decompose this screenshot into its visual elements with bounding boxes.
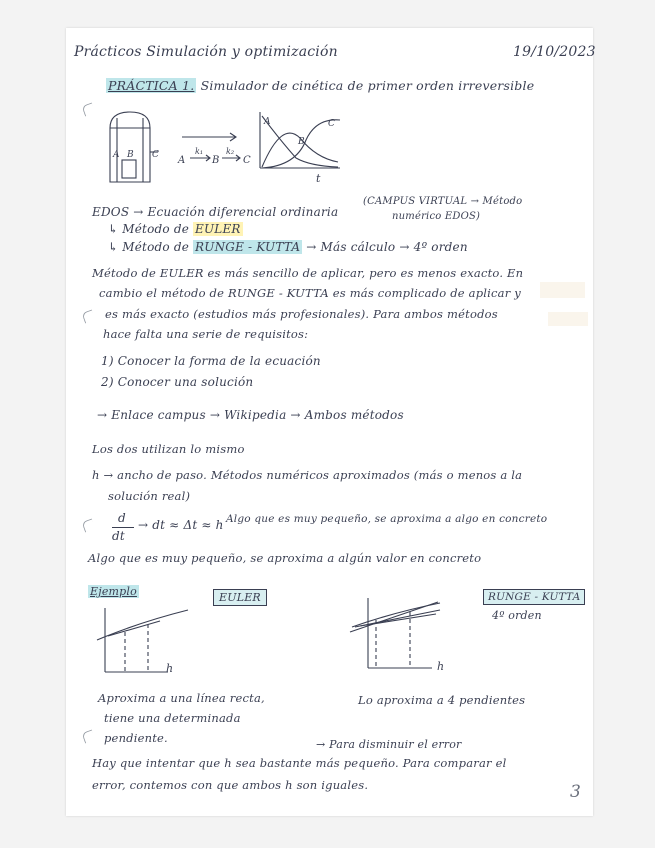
box-label-a: A — [113, 150, 120, 160]
curve-label-c: C — [328, 119, 335, 129]
rate-k2: k₂ — [226, 147, 235, 156]
method-rk-suffix: → Más cálculo → 4º orden — [306, 240, 468, 254]
method-euler-prefix: ↳ Método de — [108, 222, 190, 236]
chain-b: B — [212, 155, 220, 166]
chain-a: A — [178, 155, 186, 166]
method-rk-prefix: ↳ Método de — [108, 240, 190, 254]
para1-line-3: es más exacto (estudios más profesionales). Para ambos métodos — [105, 307, 498, 321]
formula-numerator: d — [118, 511, 126, 525]
closing-line-2: error, contemos con que ambos h son iguales. — [92, 778, 369, 792]
euler-axis-h: h — [166, 662, 174, 675]
rate-k1: k₁ — [195, 147, 204, 156]
edos-note-1: (CAMPUS VIRTUAL → Método — [363, 196, 523, 207]
method-euler-name: EULER — [195, 222, 241, 236]
page-title: Prácticos Simulación y optimización — [74, 44, 338, 60]
requisito-1: 1) Conocer la forma de la ecuación — [101, 354, 321, 368]
bleed-through-mark — [548, 312, 588, 326]
rk-box: RUNGE - KUTTA — [483, 589, 585, 605]
formula-rest: → dt ≈ Δt ≈ h — [138, 518, 224, 532]
para2-line-2: h → ancho de paso. Métodos numéricos aproximados (más o menos a la — [92, 468, 523, 482]
ejemplo-label-text: Ejemplo — [90, 585, 137, 598]
method-rk-line — [108, 240, 468, 254]
requisito-2: 2) Conocer una solución — [101, 375, 254, 389]
curve-label-a: A — [264, 117, 271, 127]
box-label-c: C — [152, 150, 159, 160]
formula-denominator: dt — [112, 529, 125, 543]
formula-fraction-bar — [112, 527, 134, 528]
curve-axis-t: t — [316, 172, 321, 185]
formula-superscript-note: Algo que es muy pequeño, se aproxima a algo en concreto — [226, 513, 548, 525]
euler-box: EULER — [213, 589, 267, 606]
rk-axis-h: h — [437, 660, 445, 673]
page-number: 3 — [570, 782, 582, 802]
euler-note-3: pendiente. — [104, 731, 168, 745]
practica-label: PRÁCTICA 1. — [108, 78, 195, 93]
para1-line-4: hace falta una serie de requisitos: — [103, 327, 309, 341]
curve-label-b: B — [298, 137, 305, 147]
error-note: → Para disminuir el error — [316, 738, 462, 751]
edos-note-2: numérico EDOS) — [392, 211, 481, 222]
euler-note-2: tiene una determinada — [104, 711, 241, 725]
rk-order: 4º orden — [492, 609, 542, 622]
page-date: 19/10/2023 — [513, 44, 596, 60]
para2-line-1: Los dos utilizan lo mismo — [92, 442, 245, 456]
method-euler-line — [108, 222, 243, 236]
method-rk-name: RUNGE - KUTTA — [195, 240, 301, 254]
practica-title: Simulador de cinética de primer orden irreversible — [200, 78, 535, 93]
closing-line-1: Hay que intentar que h sea bastante más pequeño. Para comparar el — [92, 756, 507, 770]
box-label-b: B — [127, 150, 134, 160]
edos-line: EDOS → Ecuación diferencial ordinaria — [92, 205, 339, 219]
para2-line-3: solución real) — [108, 489, 191, 503]
euler-note-1: Aproxima a una línea recta, — [98, 691, 265, 705]
para1-line-1: Método de EULER es más sencillo de aplicar, pero es menos exacto. En — [92, 266, 524, 280]
practica-heading — [106, 78, 534, 93]
chain-c: C — [243, 155, 251, 166]
enlace-line: → Enlace campus → Wikipedia → Ambos métodos — [97, 408, 404, 422]
para3-line: Algo que es muy pequeño, se aproxima a algún valor en concreto — [88, 551, 482, 565]
para1-line-2: cambio el método de RUNGE - KUTTA es más complicado de aplicar y — [99, 286, 521, 300]
ejemplo-label — [88, 585, 139, 598]
rk-note: Lo aproxima a 4 pendientes — [358, 693, 526, 707]
bleed-through-mark — [540, 282, 585, 298]
